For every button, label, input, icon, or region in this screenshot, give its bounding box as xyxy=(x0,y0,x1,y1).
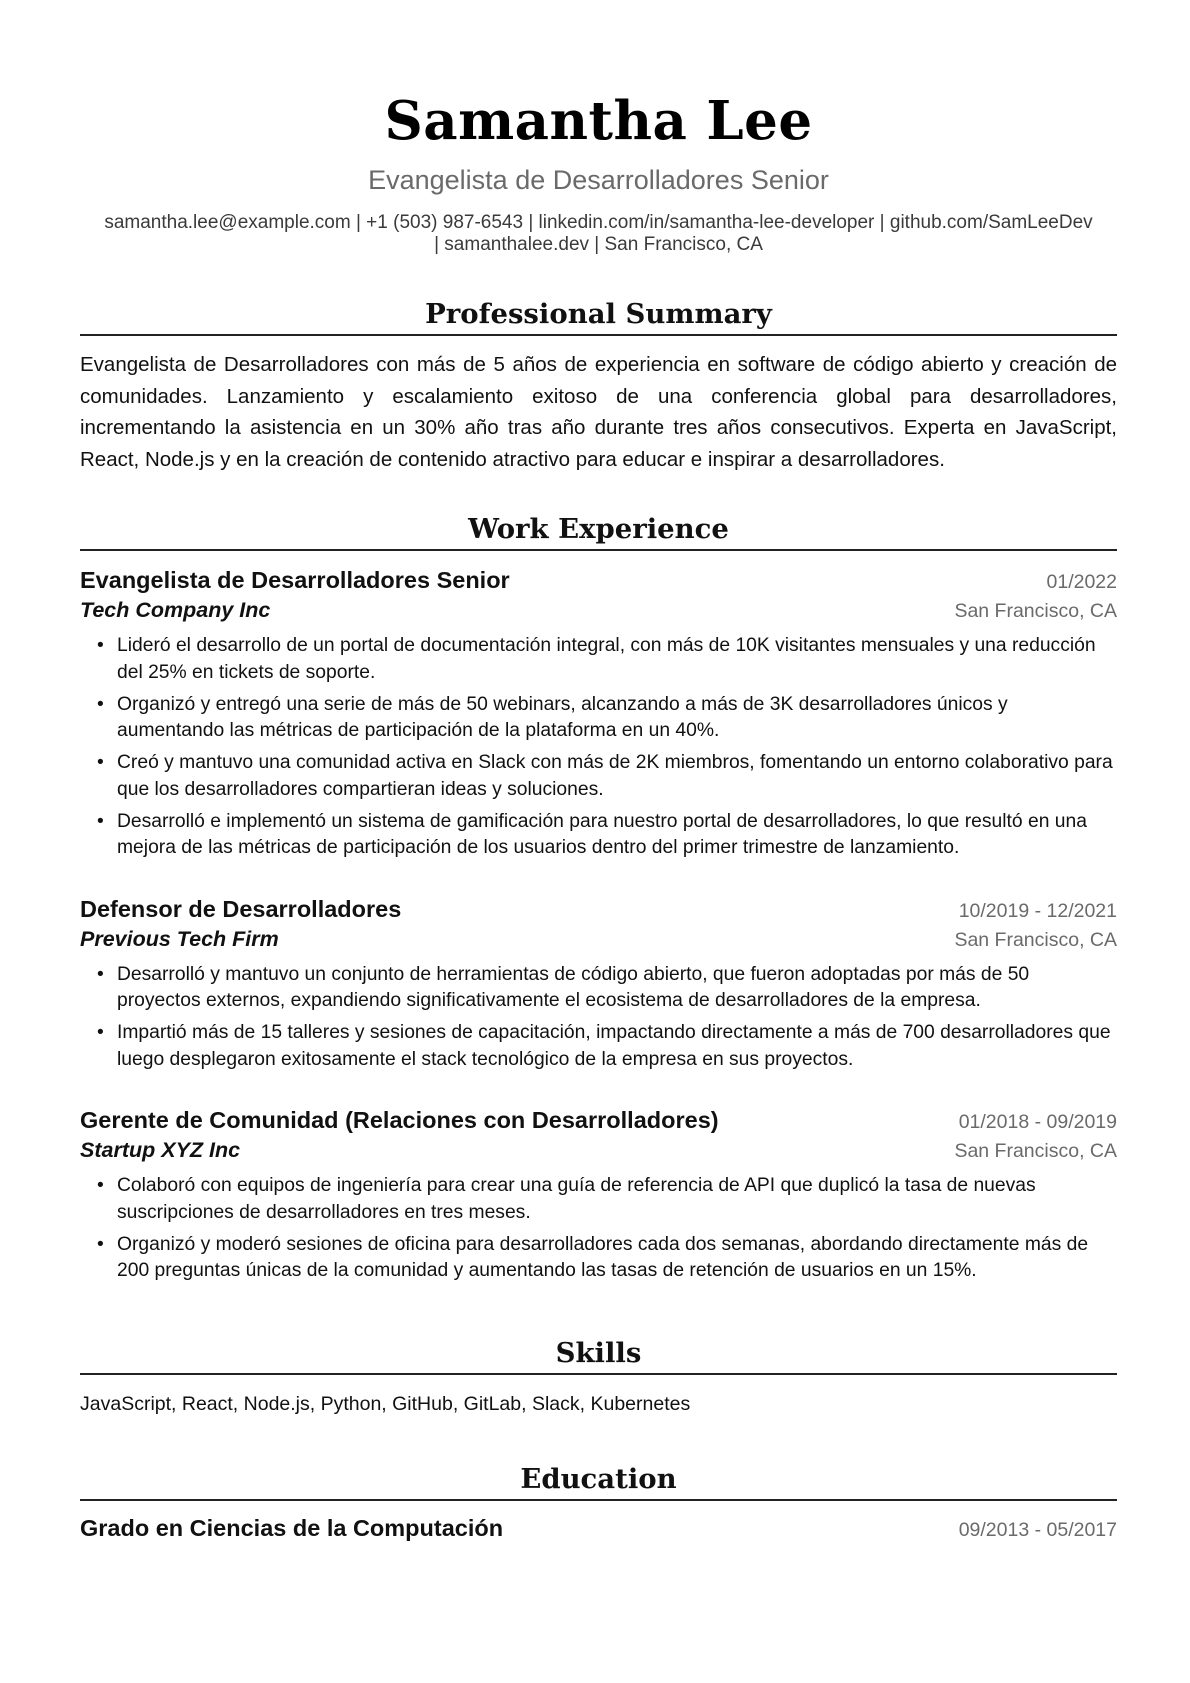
job-title: Evangelista de Desarrolladores Senior xyxy=(80,567,510,593)
section-title: Work Experience xyxy=(80,511,1117,551)
job-company: Previous Tech Firm xyxy=(80,926,279,951)
resume-page xyxy=(80,0,1117,1543)
list-item: • Impartió más de 15 talleres y sesiones de capacitación, impactando directamente a más de 700 desarrolladores que luego desplegaron exitosamente el stack tecnológico de la empresa en sus proyectos. xyxy=(117,1020,1117,1073)
job-location: San Francisco, CA xyxy=(954,928,1117,951)
job-entry xyxy=(80,894,1117,1074)
section-title: Education xyxy=(80,1461,1117,1501)
experience-section xyxy=(80,511,1117,1285)
section-title: Skills xyxy=(80,1335,1117,1375)
job-company: Startup XYZ Inc xyxy=(80,1138,241,1162)
job-entry xyxy=(80,1105,1117,1285)
job-company: Tech Company Inc xyxy=(80,598,271,622)
list-item: • Creó y mantuvo una comunidad activa en Slack con más de 2K miembros, fomentando un entorno colaborativo para que los desarrolladores compartieran ideas y soluciones. xyxy=(117,750,1117,803)
degree-title: Grado en Ciencias de la Computación xyxy=(80,1514,504,1541)
job-bullets xyxy=(80,633,1117,862)
candidate-headline: Evangelista de Desarrolladores Senior xyxy=(368,165,829,195)
list-item: • Colaboró con equipos de ingeniería para crear una guía de referencia de API que duplicó la tasa de nuevas suscripciones de desarrolladores en tres meses. xyxy=(117,1173,1117,1226)
job-location: San Francisco, CA xyxy=(954,1140,1117,1162)
section-title: Professional Summary xyxy=(80,296,1117,336)
job-bullets xyxy=(80,1173,1117,1285)
summary-text: Evangelista de Desarrolladores con más de 5 años de experiencia en software de código abierto y creación de comunidades. Lanzamiento y escalamiento exitoso de una conferencia global para desarrolladores, incrementando la asistencia en un 30% año tras año durante tres años consecutivos. Experta en JavaScript, React, Node.js y en la creación de contenido atractivo para educar e inspirar a desarrolladores. xyxy=(80,353,1117,471)
contact-line: | samanthalee.dev | San Francisco, CA xyxy=(434,234,763,255)
contact-line: samantha.lee@example.com | +1 (503) 987-6543 | linkedin.com/in/samantha-lee-developer | github.com/SamLeeDev xyxy=(104,212,1093,233)
contact-info xyxy=(80,212,1117,256)
job-title: Defensor de Desarrolladores xyxy=(80,895,402,922)
list-item: • Desarrolló y mantuvo un conjunto de herramientas de código abierto, que fueron adoptadas por más de 50 proyectos externos, expandiendo significativamente el ecosistema de desarrolladores de la empresa. xyxy=(117,962,1117,1015)
job-location: San Francisco, CA xyxy=(954,600,1117,622)
job-bullets xyxy=(80,962,1117,1074)
candidate-name: Samantha Lee xyxy=(384,90,813,152)
list-item: • Desarrolló e implementó un sistema de gamificación para nuestro portal de desarrolladores, lo que resultó en una mejora de las métricas de participación de los usuarios dentro del primer trimestre de lanzamiento. xyxy=(117,809,1117,862)
job-date: 01/2018 - 09/2019 xyxy=(958,1111,1117,1133)
list-item: • Lideró el desarrollo de un portal de documentación integral, con más de 10K visitantes mensuales y una reducción del 25% en tickets de soporte. xyxy=(117,633,1117,686)
job-title: Gerente de Comunidad (Relaciones con Desarrolladores) xyxy=(80,1107,719,1133)
education-date: 09/2013 - 05/2017 xyxy=(958,1518,1117,1541)
education-section xyxy=(80,1461,1117,1543)
job-date: 10/2019 - 12/2021 xyxy=(958,899,1117,922)
job-entry xyxy=(80,565,1117,862)
list-item: • Organizó y moderó sesiones de oficina para desarrolladores cada dos semanas, abordando directamente más de 200 preguntas únicas de la comunidad y aumentando las tasas de retención de usuarios en un 15%. xyxy=(117,1232,1117,1285)
skills-section xyxy=(80,1335,1117,1417)
job-date: 01/2022 xyxy=(1046,571,1117,593)
summary-section xyxy=(80,296,1117,475)
list-item: • Organizó y entregó una serie de más de 50 webinars, alcanzando a más de 3K desarrolladores únicos y aumentando las métricas de participación de la plataforma en un 40%. xyxy=(117,692,1117,745)
education-entry xyxy=(80,1513,1117,1543)
skills-text: JavaScript, React, Node.js, Python, GitHub, GitLab, Slack, Kubernetes xyxy=(80,1392,691,1415)
